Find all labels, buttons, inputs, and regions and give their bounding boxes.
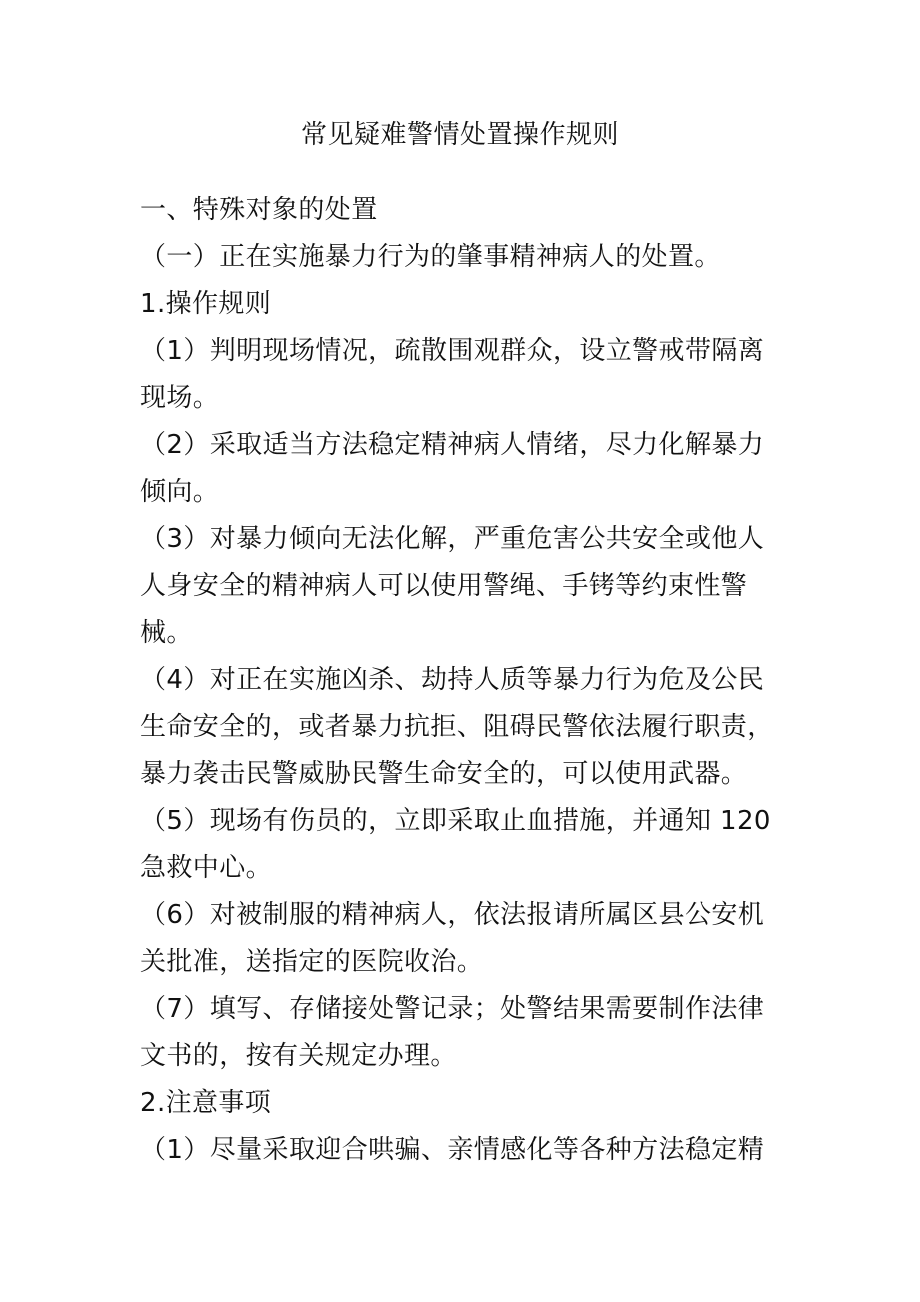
section-heading: 一、特殊对象的处置	[140, 195, 378, 225]
document-title: 常见疑难警情处置操作规则	[300, 120, 619, 150]
rule-item: （4）对正在实施凶杀、劫持人质等暴力行为危及公民生命安全的，或者暴力抗拒、阻碍民警依法履行职责，暴力袭击民警威胁民警生命安全的，可以使用武器。	[140, 665, 774, 789]
subsection-heading: （一）正在实施暴力行为的肇事精神病人的处置。	[140, 242, 721, 272]
rule-item: （1）判明现场情况，疏散围观群众，设立警戒带隔离现场。	[140, 336, 765, 413]
note-item: （1）尽量采取迎合哄骗、亲情感化等各种方法稳定精	[140, 1135, 765, 1165]
rule-item: （3）对暴力倾向无法化解，严重危害公共安全或他人人身安全的精神病人可以使用警绳、手铐等约束性警械。	[140, 524, 765, 648]
rule-item: （7）填写、存储接处警记录；处警结果需要制作法律文书的，按有关规定办理。	[140, 994, 765, 1071]
document-body	[140, 187, 785, 1174]
rule-item: （6）对被制服的精神病人，依法报请所属区县公安机关批准，送指定的医院收治。	[140, 900, 765, 977]
rule-item: （5）现场有伤员的，立即采取止血措施，并通知 120 急救中心。	[140, 806, 771, 883]
rules-heading: 1.操作规则	[140, 289, 272, 319]
notes-heading: 2.注意事项	[140, 1088, 272, 1118]
rule-item: （2）采取适当方法稳定精神病人情绪，尽力化解暴力倾向。	[140, 430, 765, 507]
